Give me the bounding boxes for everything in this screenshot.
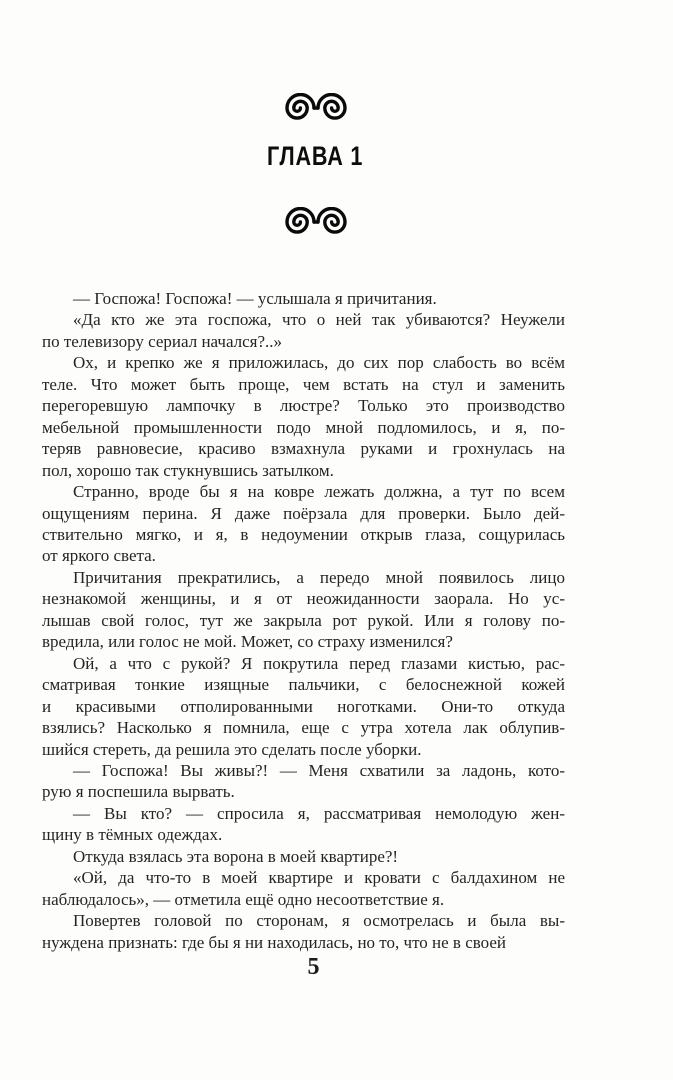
text-line: незнакомой женщины, и я от неожиданности заорала. Но ус- bbox=[42, 589, 565, 609]
page-number: 5 bbox=[307, 954, 320, 980]
text-line: Ой, а что с рукой? Я покрутила перед глазами кистью, рас- bbox=[73, 653, 565, 673]
text-line: шийся стереть, да решила это сделать после уборки. bbox=[42, 739, 422, 759]
double-spiral-ornament-top-icon bbox=[284, 93, 348, 123]
text-line: взялись? Насколько я помнила, еще с утра хотела лак облупив- bbox=[42, 718, 565, 738]
text-line: пол, хорошо так стукнувшись затылком. bbox=[42, 460, 334, 480]
text-line: нуждена признать: где бы я ни находилась, но то, что не в своей bbox=[42, 932, 506, 952]
text-line: Повертев головой по сторонам, я осмотрелась и была вы- bbox=[73, 911, 565, 931]
text-line: Ох, и крепко же я приложилась, до сих пор слабость во всём bbox=[73, 353, 565, 373]
text-line: Причитания прекратились, а передо мной появилось лицо bbox=[73, 567, 565, 587]
text-line: — Вы кто? — спросила я, рассматривая немолодую жен- bbox=[73, 803, 565, 823]
text-line: по телевизору сериал начался?..» bbox=[42, 331, 283, 351]
double-spiral-ornament-bottom-icon bbox=[284, 207, 348, 237]
text-line: — Госпожа! Вы живы?! — Меня схватили за ладонь, кото- bbox=[73, 760, 565, 780]
text-line: перегоревшую лампочку в люстре? Только это производство bbox=[42, 396, 565, 416]
text-line: наблюдалось», — отметила ещё одно несоответствие я. bbox=[42, 889, 445, 909]
text-line: теле. Что может быть проще, чем встать на стул и заменить bbox=[42, 374, 565, 394]
text-line: Откуда взялась эта ворона в моей квартире?! bbox=[73, 846, 399, 866]
text-line: вредила, или голос не мой. Может, со страху изменился? bbox=[42, 632, 453, 652]
text-line: теряв равновесие, красиво взмахнула руками и грохнулась на bbox=[42, 439, 565, 459]
text-line: от яркого света. bbox=[42, 546, 156, 566]
text-line: щину в тёмных одеждах. bbox=[42, 825, 223, 845]
chapter-header bbox=[42, 0, 589, 260]
text-line: и красивыми отполированными ноготками. Они-то откуда bbox=[42, 696, 565, 716]
text-line: ствительно мягко, и я, в недоумении открыв глаза, сощурилась bbox=[42, 524, 565, 544]
text-line: ощущениям перина. Я даже поёрзала для проверки. Было дей- bbox=[42, 503, 565, 523]
chapter-title bbox=[42, 141, 589, 171]
text-line: мебельной промышленности подо мной подломилось, и я, по- bbox=[42, 417, 565, 437]
chapter-title-text: ГЛАВА 1 bbox=[267, 141, 364, 171]
text-line: «Да кто же эта госпожа, что о ней так убиваются? Неужели bbox=[73, 310, 565, 330]
text-line: сматривая тонкие изящные пальчики, с белоснежной кожей bbox=[42, 675, 565, 695]
text-line: «Ой, да что-то в моей квартире и кровати с балдахином не bbox=[73, 868, 565, 888]
text-line: лышав свой голос, тут же закрыла рот рукой. Или я голову по- bbox=[42, 610, 565, 630]
body-text bbox=[42, 288, 565, 953]
text-line: — Госпожа! Госпожа! — услышала я причитания. bbox=[73, 289, 437, 308]
text-line: Странно, вроде бы я на ковре лежать должна, а тут по всем bbox=[73, 482, 565, 502]
text-line: рую я поспешила вырвать. bbox=[42, 782, 235, 802]
